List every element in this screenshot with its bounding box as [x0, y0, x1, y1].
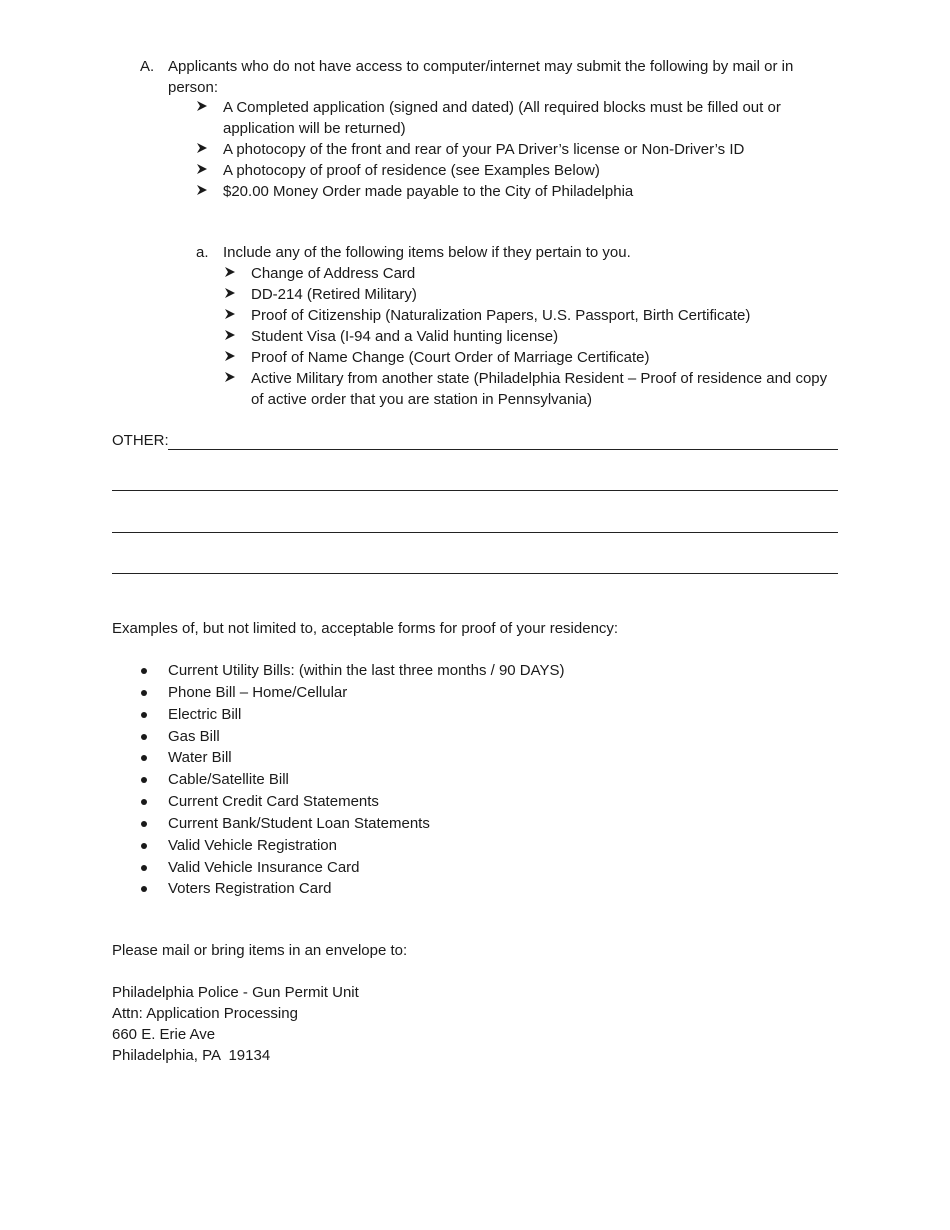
arrowhead-bullet-icon	[196, 160, 208, 181]
list-item	[140, 857, 565, 879]
round-bullet-icon	[141, 690, 147, 696]
arrowhead-bullet-icon	[196, 97, 208, 118]
round-bullet-icon	[141, 734, 147, 740]
round-bullet-icon	[141, 777, 147, 783]
arrowhead-bullet-icon	[196, 139, 208, 160]
residency-item-text: Valid Vehicle Insurance Card	[168, 858, 360, 876]
arrowhead-bullet-icon	[224, 347, 236, 368]
other-blank-line[interactable]	[112, 573, 838, 574]
arrowhead-bullet-icon	[224, 326, 236, 347]
round-bullet-icon	[141, 886, 147, 892]
list-item	[140, 791, 565, 813]
mailing-address	[112, 982, 359, 1066]
round-bullet-icon	[141, 799, 147, 805]
other-blank-line[interactable]	[112, 532, 838, 533]
round-bullet-icon	[141, 843, 147, 849]
residency-list	[140, 660, 565, 900]
subsection-a-marker: a.	[196, 244, 209, 261]
optional-item-text: Proof of Citizenship (Naturalization Papers, U.S. Passport, Birth Certificate)	[251, 307, 751, 324]
optional-item-text: Active Military from another state (Philadelphia Resident – Proof of residence and copy of active order that you are station in Pennsylvania)	[251, 370, 828, 408]
round-bullet-icon	[141, 865, 147, 871]
list-item	[224, 305, 836, 326]
arrowhead-bullet-icon	[224, 368, 236, 389]
arrowhead-bullet-icon	[224, 305, 236, 326]
list-item	[140, 747, 565, 769]
list-item	[196, 160, 836, 181]
optional-item-text: Student Visa (I-94 and a Valid hunting license)	[251, 328, 559, 345]
optional-item-text: DD-214 (Retired Military)	[251, 286, 417, 303]
residency-item-text: Water Bill	[168, 749, 232, 767]
arrowhead-bullet-icon	[196, 181, 208, 202]
list-item	[140, 682, 565, 704]
round-bullet-icon	[141, 712, 147, 718]
section-a-text: Applicants who do not have access to computer/internet may submit the following by mail or in person:	[168, 58, 794, 96]
arrowhead-bullet-icon	[224, 263, 236, 284]
list-item	[140, 878, 565, 900]
list-item	[224, 284, 836, 305]
subsection-a-text: Include any of the following items below if they pertain to you.	[223, 244, 631, 261]
required-item-text: $20.00 Money Order made payable to the City of Philadelphia	[223, 183, 634, 200]
list-item	[224, 347, 836, 368]
other-field[interactable]	[112, 430, 838, 451]
mailing-title: Please mail or bring items in an envelope to:	[112, 942, 408, 959]
optional-item-text: Proof of Name Change (Court Order of Marriage Certificate)	[251, 349, 650, 366]
residency-item-text: Current Utility Bills: (within the last three months / 90 DAYS)	[168, 662, 565, 679]
list-item	[224, 326, 836, 347]
residency-item-text: Gas Bill	[168, 727, 220, 745]
subsection-a	[196, 242, 836, 263]
required-item-text: A photocopy of the front and rear of your PA Driver’s license or Non-Driver’s ID	[223, 141, 745, 158]
address-line: Philadelphia, PA 19134	[112, 1047, 271, 1064]
address-line: Philadelphia Police - Gun Permit Unit	[112, 984, 359, 1001]
list-item	[140, 660, 565, 682]
section-a-marker: A.	[140, 58, 155, 75]
list-item	[140, 813, 565, 835]
required-item-text: A photocopy of proof of residence (see Examples Below)	[223, 162, 600, 179]
residency-item-text: Phone Bill – Home/Cellular	[168, 683, 348, 701]
residency-item-text: Current Bank/Student Loan Statements	[168, 814, 430, 832]
residency-item-text: Voters Registration Card	[168, 880, 332, 898]
section-a	[140, 56, 840, 98]
required-item-text: A Completed application (signed and dated) (All required blocks must be filled out or application will be returned)	[223, 99, 781, 137]
residency-title: Examples of, but not limited to, acceptable forms for proof of your residency:	[112, 620, 619, 637]
required-items-list	[196, 97, 836, 202]
round-bullet-icon	[141, 821, 147, 827]
list-item	[140, 769, 565, 791]
optional-items-list	[224, 263, 836, 410]
other-blank-line[interactable]	[112, 490, 838, 491]
list-item	[140, 726, 565, 748]
other-input-line[interactable]	[168, 449, 838, 450]
residency-item-text: Valid Vehicle Registration	[168, 836, 337, 854]
residency-item-text: Electric Bill	[168, 705, 242, 723]
list-item	[224, 263, 836, 284]
round-bullet-icon	[141, 668, 147, 674]
arrowhead-bullet-icon	[224, 284, 236, 305]
residency-item-text: Cable/Satellite Bill	[168, 771, 289, 789]
list-item	[196, 97, 836, 139]
list-item	[140, 704, 565, 726]
address-line: 660 E. Erie Ave	[112, 1026, 216, 1043]
optional-item-text: Change of Address Card	[251, 265, 416, 282]
address-line: Attn: Application Processing	[112, 1005, 298, 1022]
list-item	[196, 181, 836, 202]
round-bullet-icon	[141, 755, 147, 761]
list-item	[140, 835, 565, 857]
list-item	[224, 368, 836, 410]
residency-item-text: Current Credit Card Statements	[168, 793, 379, 811]
list-item	[196, 139, 836, 160]
other-label: OTHER:	[112, 432, 169, 449]
